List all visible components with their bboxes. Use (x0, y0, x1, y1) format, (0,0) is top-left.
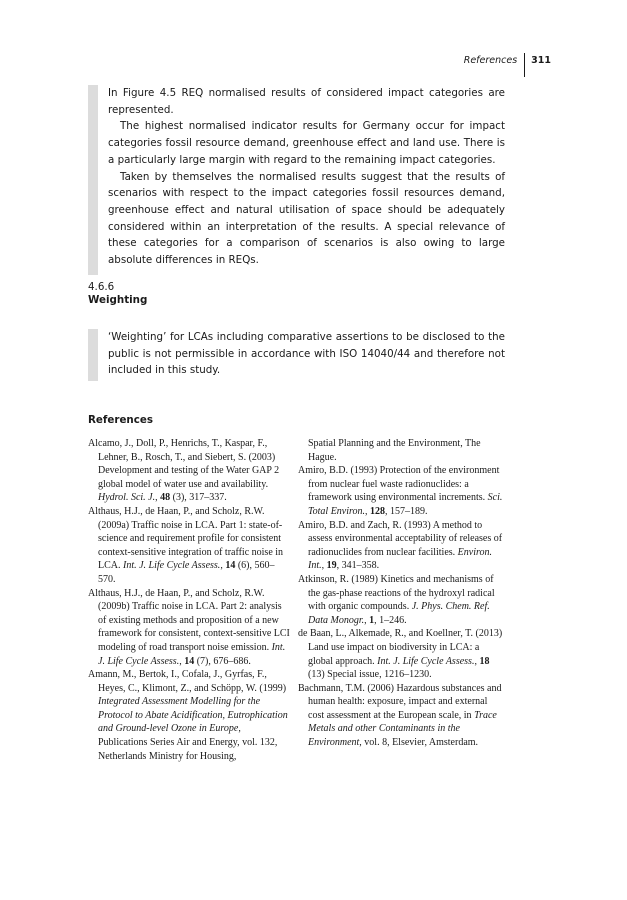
reference-pre: Atkinson, R. (1989) Kinetics and mechanisms of the gas-phase reactions of the hydroxyl radical with organic compounds. (298, 573, 495, 613)
reference-pre: Alcamo, J., Doll, P., Henrichs, T., Kaspar, F., Lehner, B., Rosch, T., and Siebert, S. (2003) Development and testing of the Water GAP 2 global model of water use and availability. (88, 438, 280, 490)
reference-sep: , (155, 492, 161, 504)
reference-pre: Spatial Planning and the Environment, The Hague. (308, 438, 481, 463)
reference-entry (88, 437, 290, 505)
results-text-box (88, 85, 505, 275)
reference-journal: J. Phys. Chem. Ref. Data Monogr. (308, 601, 490, 626)
references-column-left (88, 437, 290, 763)
reference-sep: , (179, 655, 185, 667)
reference-journal: Int. J. Life Cycle Assess. (123, 560, 221, 572)
reference-post: (7), 676–686. (194, 655, 251, 667)
reference-post: (3), 317–337. (170, 492, 227, 504)
reference-pre: Bachmann, T.M. (2006) Hazardous substances and human health: exposure, impact and external cost assessment at the European scale, in (298, 682, 502, 721)
section-title: Weighting (88, 294, 148, 306)
reference-pre: de Baan, L., Alkemade, R., and Koellner, T. (2013) Land use impact on biodiversity in LCA: a global approach. (298, 628, 503, 667)
reference-vol: 1 (369, 614, 375, 626)
reference-entry (88, 668, 290, 763)
reference-vol: 19 (326, 560, 337, 572)
paragraph: ‘Weighting’ for LCAs including comparative assertions to be disclosed to the public is not permissible in accordance with ISO 14040/44 and therefore not included in this study. (108, 331, 505, 377)
reference-post: , 157–189. (385, 505, 428, 517)
reference-vol: 14 (184, 655, 195, 667)
reference-sep: , (474, 655, 480, 667)
references-column-right (298, 437, 504, 750)
reference-vol: 18 (479, 655, 490, 667)
reference-post: , 341–358. (336, 560, 380, 572)
paragraph: Taken by themselves the normalised results suggest that the results of scenarios with respect to the impact categories fossil resources demand, greenhouse effect and natural utilisation of space should be adequately considered within an interpretation of the results. A special relevance of these categories for a comparison of scenarios is also owing to large absolute differences in REQs. (108, 170, 505, 267)
page-number: 311 (531, 55, 551, 66)
reference-entry (298, 437, 504, 464)
reference-entry (298, 519, 504, 573)
reference-pre: Althaus, H.J., de Haan, P., and Scholz, R.W. (2009b) Traffic noise in LCA. Part 2: analysis of existing methods and proposition of a new framework for consistent, context-sensitive LCI modeling of road transport noise emission. (88, 587, 290, 653)
reference-post: (13) Special issue, 1216–1230. (308, 669, 432, 681)
reference-journal: Hydrol. Sci. J. (98, 492, 156, 504)
reference-entry (88, 505, 290, 587)
reference-journal: Integrated Assessment Modelling for the Protocol to Abate Acidification, Eutrophication and Ground-level Ozone in Europe (98, 696, 288, 735)
reference-vol: 48 (160, 492, 171, 504)
reference-pre: Amiro, B.D. and Zach, R. (1993) A method to assess environmental acceptability of releases of radionuclides from nuclear facilities. (298, 519, 503, 558)
paragraph: The highest normalised indicator results for Germany occur for impact categories fossil resource demand, greenhouse effect and land use. There is a particularly large margin with regard to the remaining impact categories. (108, 120, 505, 166)
reference-post: vol. 8, Elsevier, Amsterdam. (364, 737, 479, 749)
reference-entry (88, 587, 290, 669)
reference-post: (6), 560–570. (98, 560, 275, 585)
weighting-text-box (88, 329, 505, 381)
reference-journal: Int. J. Life Cycle Assess. (98, 641, 286, 667)
running-head-section: References (463, 55, 518, 66)
reference-sep: , (365, 505, 371, 517)
reference-vol: 128 (370, 505, 386, 517)
reference-post: Publications Series Air and Energy, vol. 132, Netherlands Ministry for Housing, (98, 737, 278, 762)
reference-pre: Amiro, B.D. (1993) Protection of the environment from nuclear fuel waste radionuclides: a framework using environmental increments. (298, 465, 500, 504)
reference-journal: Sci. Total Environ. (308, 492, 503, 517)
reference-journal: Int. J. Life Cycle Assess. (377, 655, 475, 667)
reference-journal: Trace Metals and other Contaminants in the Environment (308, 709, 497, 749)
reference-entry (298, 464, 504, 518)
references-heading: References (88, 414, 153, 426)
paragraph: In Figure 4.5 REQ normalised results of considered impact categories are represented. (108, 87, 505, 116)
reference-pre: Amann, M., Bertok, I., Cofala, J., Gyrfas, F., Heyes, C., Klimont, Z., and Schöpp, W. (1999) (88, 669, 287, 694)
reference-sep: , (364, 614, 370, 626)
reference-sep: , (238, 723, 241, 735)
reference-post: , 1–246. (374, 614, 407, 626)
reference-entry (298, 573, 504, 627)
reference-journal: Environ. Int. (308, 546, 493, 572)
reference-sep: , (321, 560, 327, 572)
reference-entry (298, 627, 504, 681)
reference-entry (298, 682, 504, 750)
running-head (464, 53, 551, 73)
reference-sep: , (220, 560, 226, 572)
reference-pre: Althaus, H.J., de Haan, P., and Scholz, R.W. (2009a) Traffic noise in LCA. Part 1: state-of-science and requirement profile for consistent context-sensitive integration of traffic noise in LCA. (88, 505, 284, 572)
reference-sep: , (359, 737, 365, 749)
reference-vol: 14 (225, 560, 236, 572)
section-number: 4.6.6 (88, 281, 115, 293)
